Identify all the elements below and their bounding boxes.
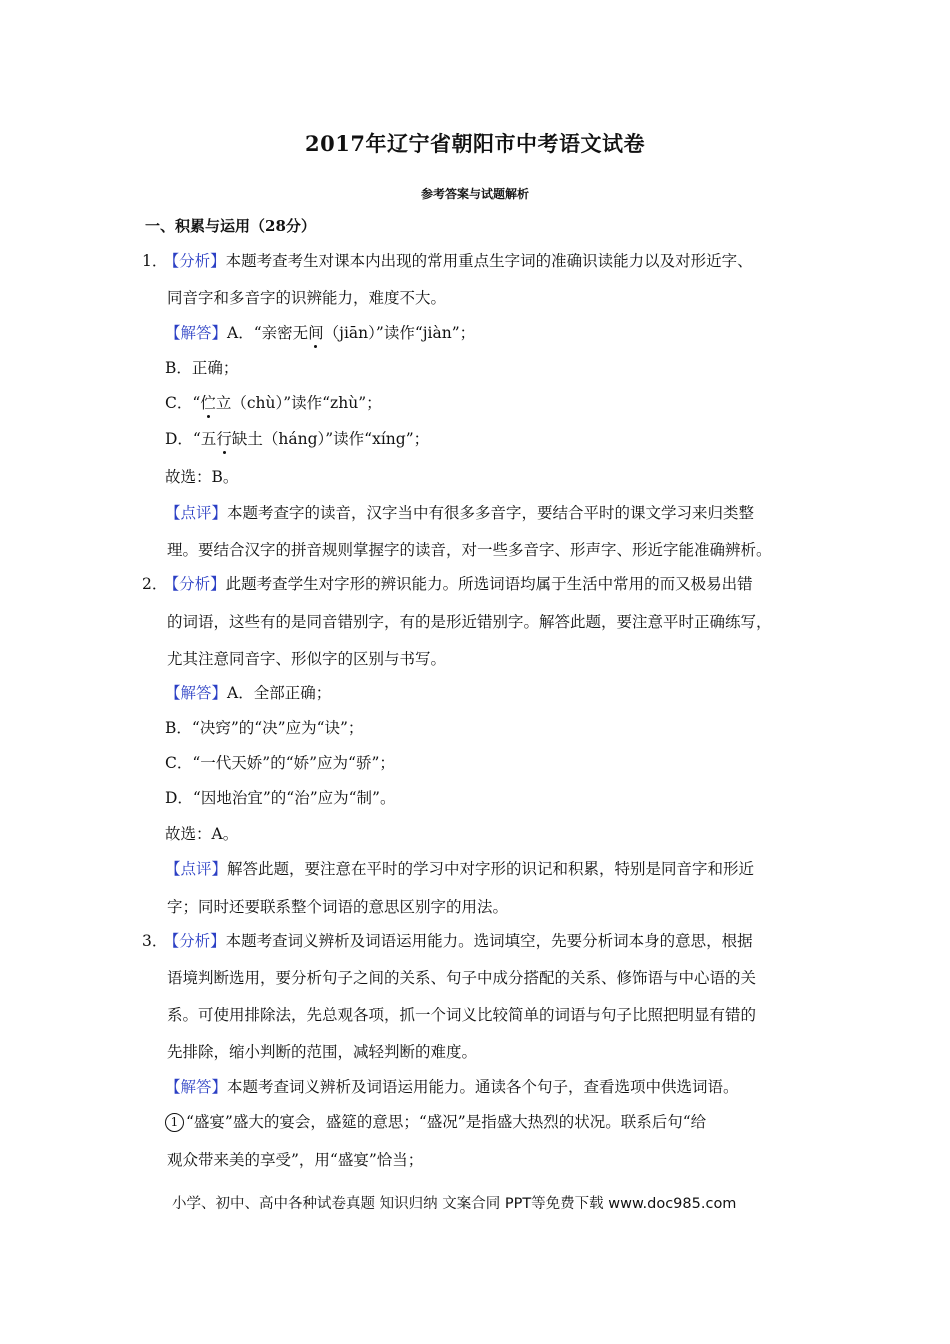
q3-item-1-line-2: 观众带来美的享受”，用“盛宴”恰当； [167,1151,424,1169]
q2-comment-line-1: 【点评】解答此题，要注意在平时的学习中对字形的识记和积累，特别是同音字和形近 [165,860,755,878]
q2-analysis-line-3: 尤其注意同音字、形似字的区别与书写。 [167,650,447,668]
page-title: 2017年辽宁省朝阳市中考语文试卷 [305,131,645,156]
q1-option-d: D．“五行缺土（háng）”读作“xíng”； [165,430,430,448]
page-footer: 小学、初中、高中各种试卷真题 知识归纳 文案合同 PPT等免费下载 www.doc985.com [172,1196,737,1212]
page-subtitle: 参考答案与试题解析 [420,187,529,201]
q2-answer-tag: 【解答】 [165,684,228,702]
q1-comment-line-1: 【点评】本题考查字的读音，汉字当中有很多多音字，要结合平时的课文学习来归类整 [165,504,755,522]
q3-analysis-line-1: 3． 【分析】本题考查词义辨析及词语运用能力。选词填空，先要分析词本身的意思，根据 [142,932,753,950]
q1-answer-a: 【解答】A．“亲密无间（jiān）”读作“jiàn”； [165,324,476,342]
q1-analysis-line-2: 同音字和多音字的识辨能力，难度不大。 [167,289,447,307]
q1-comment-tag: 【点评】 [165,504,228,522]
q2-number: 2． [142,575,168,593]
q3-number: 3． [142,932,168,950]
q2-choice: 故选：A。 [165,825,239,843]
q1-answer-tag: 【解答】 [165,324,228,342]
circled-number-1: 1 [165,1113,184,1132]
q2-option-b: B．“决窍”的“决”应为“诀”； [165,719,364,737]
q1-comment-line-2: 理。要结合汉字的拼音规则掌握字的读音，对一些多音字、形声字、形近字能准确辨析。 [167,541,772,559]
q1-option-c: C．“伫立（chù）”读作“zhù”； [165,394,382,412]
q1-number: 1． [142,252,168,270]
section-heading: 一、积累与运用（28分） [145,217,316,235]
q2-option-c: C．“一代天娇”的“娇”应为“骄”； [165,754,395,772]
q1-choice: 故选：B。 [165,468,239,486]
q2-analysis-line-1: 2． 【分析】此题考查学生对字形的辨识能力。所选词语均属于生活中常用的而又极易出错 [142,575,753,593]
q3-analysis-line-4: 先排除，缩小判断的范围，减轻判断的难度。 [167,1043,478,1061]
q1-option-b: B．正确； [165,359,239,377]
q3-analysis-line-2: 语境判断选用，要分析句子之间的关系、句子中成分搭配的关系、修饰语与中心语的关 [167,969,757,987]
q2-comment-tag: 【点评】 [165,860,228,878]
q3-item-1-line-1: 1 “盛宴”盛大的宴会，盛筵的意思；“盛况”是指盛大热烈的状况。联系后句“给 [165,1112,706,1132]
q2-option-d: D．“因地治宜”的“治”应为“制”。 [165,789,396,807]
q2-comment-line-2: 字；同时还要联系整个词语的意思区别字的用法。 [167,898,509,916]
q2-analysis-line-2: 的词语，这些有的是同音错别字，有的是形近错别字。解答此题，要注意平时正确练写， [167,613,772,631]
q1-analysis-tag: 【分析】 [171,252,226,270]
q3-analysis-line-3: 系。可使用排除法，先总观各项，抓一个词义比较简单的词语与句子比照把明显有错的 [167,1006,757,1024]
q1-analysis-line-1: 1． 【分析】本题考查考生对课本内出现的常用重点生字词的准确识读能力以及对形近字、 [142,252,753,270]
q2-answer-a: 【解答】A．全部正确； [165,684,332,702]
q3-answer-line-1: 【解答】本题考查词义辨析及词语运用能力。通读各个句子，查看选项中供选词语。 [165,1078,739,1096]
q3-answer-tag: 【解答】 [165,1078,228,1096]
q2-analysis-tag: 【分析】 [171,575,226,593]
q3-analysis-tag: 【分析】 [171,932,226,950]
